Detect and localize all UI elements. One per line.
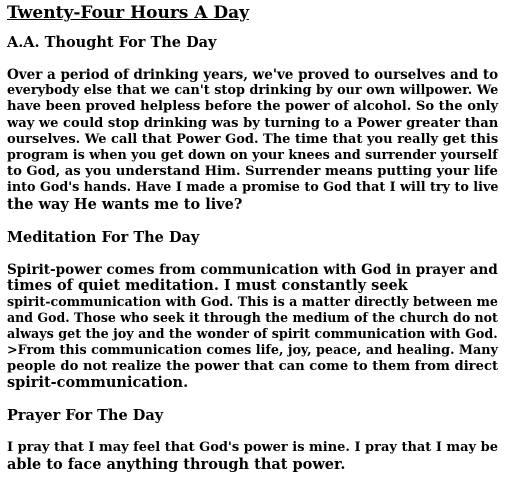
body-line: I pray that I may feel that God's power is mine. I pray that I may be: [7, 440, 498, 456]
document-title: Twenty-Four Hours A Day: [7, 3, 250, 23]
body-line: Over a period of drinking years, we've proved to ourselves and to: [7, 67, 499, 83]
body-line: Spirit-power comes from communication with God in prayer and: [7, 261, 498, 278]
body-line: times of quiet meditation. I must constantly seek: [7, 277, 408, 295]
section-prayer: [7, 407, 501, 472]
section-meditation: [7, 229, 501, 392]
body-line: have been proved helpless before the power of alcohol. So the only: [7, 99, 499, 115]
body-line: way we could stop drinking was by turning to a Power greater than: [7, 115, 499, 131]
body-line: everybody else that we can't stop drinking by our own willpower. We: [7, 83, 499, 99]
body-line: into God's hands. Have I made a promise to God that I will try to live: [7, 180, 499, 196]
body-line: the way He wants me to live?: [7, 195, 243, 213]
body-line: spirit-communication.: [7, 374, 189, 392]
body-line: able to face anything through that power.: [7, 455, 346, 473]
body-line: spirit-communication with God. This is a matter directly between me: [7, 294, 499, 310]
body-line: people do not realize the power that can come to them from direct: [7, 359, 499, 375]
section-body-prayer: [7, 440, 501, 472]
body-line: and God. Those who seek it through the medium of the church do not: [7, 310, 498, 326]
body-line: >From this communication comes life, joy, peace, and healing. Many: [7, 342, 498, 358]
body-line: ourselves. We call that Power God. The time that you really get this: [7, 131, 499, 147]
section-heading-prayer: Prayer For The Day: [7, 407, 164, 425]
section-heading-meditation: Meditation For The Day: [7, 228, 200, 246]
section-body-meditation: [7, 262, 501, 392]
body-line: program is when you get down on your knees and surrender yourself: [7, 148, 498, 164]
section-heading-thought: A.A. Thought For The Day: [7, 34, 217, 51]
section-thought: [7, 34, 501, 213]
body-line: always get the joy and the wonder of spirit communication with God.: [7, 326, 498, 342]
section-body-thought: [7, 67, 501, 213]
body-line: to God, as you understand Him. Surrender means putting your life: [7, 164, 498, 180]
